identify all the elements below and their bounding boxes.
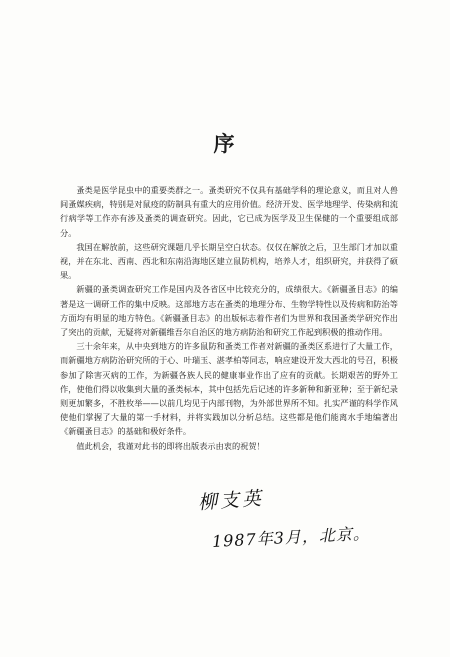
handwritten-signature: [198, 488, 398, 552]
paragraph-3: 新疆的蚤类调查研究工作是国内及各省区中比较充分的，成绩很大。《新疆蚤目志》的编著是这一调研工作的集中反映。这部地方志在蚤类的地理分布、生物学特性以及传病和防治等方面均有明显的地方特色。《新疆蚤目志》的出版标志着作者们为世界和我国蚤类学研究作出了突出的贡献，无疑将对新疆维吾尔自治区的地方病防治和研究工作起到积极的推动作用。: [60, 284, 398, 338]
paragraph-4: 三十余年来，从中央到地方的许多鼠防和蚤类工作者对新疆的蚤类区系进行了大量工作，而新疆地方病防治研究所的于心、叶瑞玉、湛孝柏等同志，响应建设开发大西北的号召，积极参加了除害灭病的工作，为新疆各族人民的健康事业作出了应有的贡献。长期艰苦的野外工作，使他们得以收集到大量的蚤类标本，其中包括先后记述的许多新种和新亚种；至于新纪录则更加繁多，不胜枚举——以前几均见于内部刊物，为外部世界所不知。扎实严谨的科学作风使他们掌握了大量的第一手材料，并将实践加以分析总结。这些都是他们能离水手地编著出《新疆蚤目志》的基础和极好条件。: [60, 341, 398, 437]
signature-date: 1987年3月，北京。: [211, 523, 371, 551]
page-title: 序: [213, 131, 237, 156]
paragraph-5: 值此机会，我谨对此书的即将出版表示由衷的祝贺！: [76, 440, 265, 451]
signature-name: 柳支英: [197, 487, 265, 514]
paragraph-2: 我国在解放前，这些研究课题几乎长期呈空白状态。仅仅在解放之后，卫生部门才加以重视，并在东北、西南、西北和东南沿海地区建立鼠防机构，培养人才，组织研究，并获得了硕果。: [60, 241, 398, 281]
paragraph-1: 蚤类是医学昆虫中的重要类群之一。蚤类研究不仅具有基础学科的理论意义，而且对人兽间蚤媒疾病，特别是对鼠疫的防制具有重大的应用价值。经济开发、医学地理学、传染病和流行病学等工作亦有涉及蚤类的调查研究。因此，它已成为医学及卫生保健的一个重要组成部分。: [60, 185, 398, 238]
preface-body: [60, 183, 398, 453]
